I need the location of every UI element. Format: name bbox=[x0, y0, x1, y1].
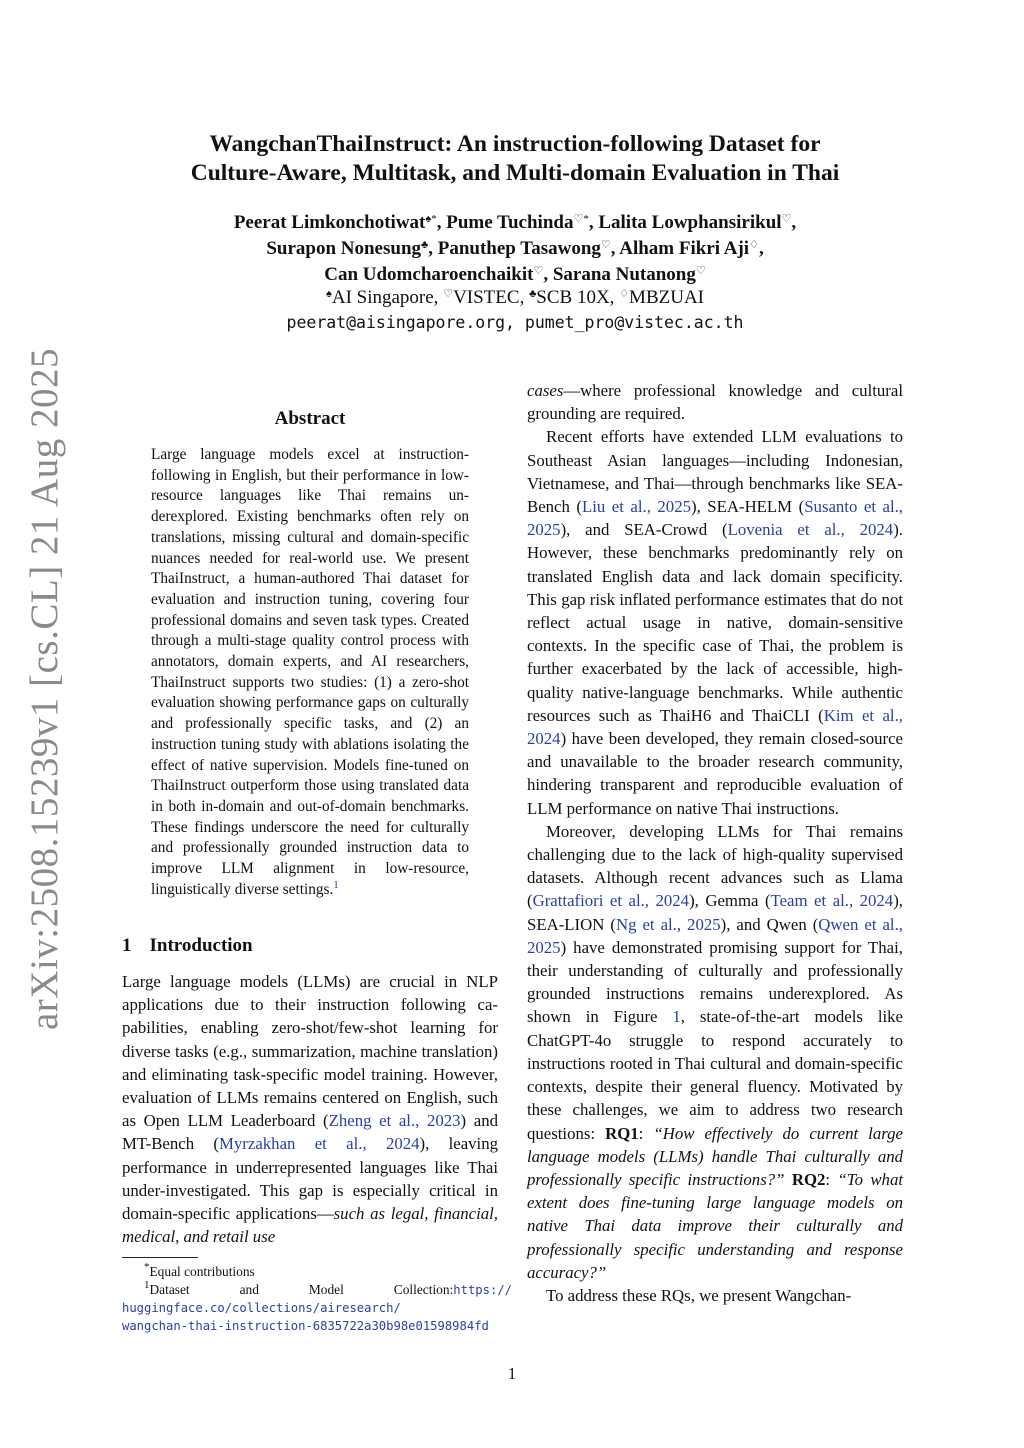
affiliation-mark: ♢ bbox=[619, 288, 630, 300]
paragraph-text: ), Gemma ( bbox=[689, 891, 771, 911]
paragraph-text: —where professional knowledge and cultural grounding are required. bbox=[527, 381, 903, 424]
intro-paragraph-1-continued bbox=[527, 379, 903, 425]
left-column-body bbox=[122, 970, 498, 1248]
abstract-heading: Abstract bbox=[274, 408, 346, 429]
paragraph-text: ) have demonstrated promising support for Thai, their understanding of culturally and professionally grounded instructions remains underexplored. As shown in Figure bbox=[527, 937, 903, 1027]
footnote-equal-contribution bbox=[122, 1263, 512, 1281]
paragraph-text: : bbox=[638, 1123, 654, 1143]
paragraph-text: Recent efforts have extended LLM evaluations to Southeast Asian languages—including Indonesian, Vietnamese, and Thai—through benchmarks like SEA-Bench ( bbox=[527, 427, 903, 517]
citation-link[interactable]: Grattafiori et al., 2024 bbox=[532, 891, 690, 911]
citation-link[interactable]: Qwen et al., 2025 bbox=[527, 914, 903, 957]
paragraph-text: To address these RQs, we present Wangchan- bbox=[546, 1285, 852, 1305]
authors-line-1 bbox=[110, 210, 920, 236]
footnote-url[interactable]: wangchan-thai-instruction-6835722a30b98e01598984fd bbox=[122, 1319, 489, 1333]
affiliation-name: AI Singapore, bbox=[331, 287, 444, 308]
affiliation-mark: ♢ bbox=[749, 239, 759, 251]
paragraph-text: ) have been developed, they remain closed-source and unavailable to the broader research community, hindering transparent and reproducible evaluation of LLM performance on native Thai instructions. bbox=[527, 729, 903, 818]
author-name: Surapon Nonesung bbox=[266, 238, 422, 259]
paragraph-italic-text: cases bbox=[527, 381, 564, 400]
intro-paragraph-2 bbox=[527, 425, 903, 819]
abstract-body bbox=[151, 445, 469, 900]
author-name: Peerat Limkonchotiwat bbox=[233, 212, 426, 233]
paragraph-text: ), leaving performance in underrepresented languages like Thai under-investigated. This gap is especially critical in domain-specific applications— bbox=[122, 1134, 499, 1224]
paragraph-text: ) and MT-Bench ( bbox=[122, 1111, 498, 1154]
footnote-mark: 1 bbox=[144, 1279, 150, 1291]
citation-link[interactable]: Kim et al., 2024 bbox=[527, 705, 903, 749]
author-name: , Lalita Lowphansirikul bbox=[588, 212, 782, 233]
footnote-url[interactable]: huggingface.co/collections/airesearch/ bbox=[122, 1301, 401, 1315]
author-name: , Panuthep Tasawong bbox=[428, 238, 601, 259]
affiliation-mark: ♣ bbox=[529, 288, 537, 300]
paragraph-text: , state-of-the-art models like ChatGPT-4o struggle to respond accurately to instructions rooted in Thai cultural and domain-specific contexts, despite their general fluency. Motivated by these challenges, we aim to address two research questions: bbox=[527, 1007, 903, 1143]
section-heading-introduction bbox=[122, 935, 253, 957]
arxiv-identifier: arXiv:2508.15239v1 [cs.CL] 21 Aug 2025 bbox=[23, 348, 66, 1030]
separator: , bbox=[758, 238, 764, 259]
paragraph-text: Large language models (LLMs) are crucial in NLP applications due to their instruction following capabilities, enabling zero-shot/few-shot learning for diverse tasks (e.g., summarization, machine translation) and eliminating task-specific model training. However, evaluation of LLMs remains centered on English, such as Open LLM Leaderboard ( bbox=[122, 972, 498, 1131]
affiliation-mark: ♠ bbox=[326, 288, 332, 300]
paragraph-text: : bbox=[825, 1169, 838, 1189]
authors-line-2 bbox=[110, 236, 920, 262]
affiliation-mark: ♠* bbox=[425, 213, 437, 225]
paragraph-text: ). However, these benchmarks predominantly rely on translated English data and lack domain specificity. This gap risk inflated performance estimates that do not reflect actual usage in native, domain-sensitive contexts. In the specific case of Thai, the problem is further exacerbated by the lack of accessible, high-quality native-language benchmarks. While authentic resources such as ThaiH6 and ThaiCLI ( bbox=[527, 520, 903, 725]
figure-link[interactable]: 1 bbox=[672, 1007, 681, 1027]
affiliation-name: VISTEC, bbox=[453, 287, 530, 308]
affiliation-name: MBZUAI bbox=[629, 287, 704, 308]
footnote-text: Dataset and Model Collection: bbox=[149, 1282, 454, 1297]
footnote-mark: * bbox=[144, 1261, 150, 1273]
page-number: 1 bbox=[507, 1364, 517, 1383]
citation-link[interactable]: Ng et al., 2025 bbox=[615, 914, 721, 934]
footnote-dataset bbox=[122, 1281, 512, 1299]
footnotes bbox=[122, 1263, 512, 1335]
affiliations bbox=[110, 286, 920, 310]
paragraph-text: ), SEA-HELM ( bbox=[690, 497, 805, 517]
title-line-1: WangchanThaiInstruct: An instruction-following Dataset for bbox=[209, 131, 821, 157]
affiliation-mark: ♡* bbox=[573, 213, 589, 225]
affiliation-mark: ♡ bbox=[600, 239, 611, 251]
paragraph-italic-text: such as legal, financial, medical, and retail use bbox=[122, 1204, 498, 1247]
research-question-text: “To what extent does fine-tuning large language models on native Thai data improve their culturally and professionally specific understanding and response accuracy?” bbox=[527, 1169, 904, 1282]
footnote-text: Equal contributions bbox=[149, 1264, 255, 1279]
affiliation-mark: ♣ bbox=[421, 239, 429, 251]
footnote-url[interactable]: https:// bbox=[453, 1283, 512, 1297]
paragraph-text: ), and SEA-Crowd ( bbox=[560, 520, 728, 540]
citation-link[interactable]: Zheng et al., 2023 bbox=[328, 1111, 461, 1131]
section-title: Introduction bbox=[149, 935, 253, 956]
paper-title bbox=[110, 130, 920, 188]
intro-paragraph-3 bbox=[527, 820, 903, 1284]
title-line-2: Culture-Aware, Multitask, and Multi-domain Evaluation in Thai bbox=[190, 160, 840, 186]
right-column-body bbox=[527, 379, 903, 1307]
footnote-divider bbox=[122, 1257, 198, 1258]
paragraph-text: ), SEA-LION ( bbox=[527, 891, 903, 934]
citation-link[interactable]: Lovenia et al., 2024 bbox=[727, 520, 894, 540]
author-emails: peerat@aisingapore.org, pumet_pro@vistec.ac.th bbox=[286, 313, 744, 332]
citation-link[interactable]: Liu et al., 2025 bbox=[581, 497, 691, 517]
paragraph-text: ), and Qwen ( bbox=[720, 914, 819, 934]
author-name: Can Udomcharoenchaikit bbox=[324, 264, 534, 285]
affiliation-mark: ♡ bbox=[443, 288, 454, 300]
research-question-label: RQ2 bbox=[791, 1169, 826, 1189]
citation-link[interactable]: Myrzakhan et al., 2024 bbox=[219, 1134, 420, 1154]
paragraph-text: Moreover, developing LLMs for Thai remains challenging due to the lack of high-quality supervised datasets. Although recent advances such as Llama ( bbox=[527, 821, 903, 911]
authors-line-3 bbox=[110, 262, 920, 288]
separator: , bbox=[791, 212, 797, 233]
author-name: , Sarana Nutanong bbox=[543, 264, 696, 285]
research-question-text: “How effectively do current large language models (LLMs) handle Thai culturally and professionally specific instructions?” bbox=[527, 1123, 903, 1189]
citation-link[interactable]: Team et al., 2024 bbox=[770, 891, 894, 911]
intro-paragraph-1 bbox=[122, 970, 498, 1248]
affiliation-name: SCB 10X, bbox=[536, 287, 620, 308]
affiliation-mark: ♡ bbox=[533, 265, 544, 277]
section-number: 1 bbox=[122, 935, 132, 956]
author-list bbox=[110, 210, 920, 288]
citation-link[interactable]: Susanto et al., 2025 bbox=[527, 497, 903, 540]
intro-paragraph-4 bbox=[527, 1284, 903, 1307]
author-name: , Alham Fikri Aji bbox=[610, 238, 750, 259]
author-name: , Pume Tuchinda bbox=[436, 212, 574, 233]
research-question-label: RQ1 bbox=[605, 1123, 639, 1143]
footnote-link[interactable]: 1 bbox=[333, 878, 339, 891]
abstract-text: Large language models excel at instruction-following in English, but their performance in low-resource languages like Thai remains underexplored. Existing benchmarks often rely on translations, missing cultural and domain-specific nuances needed for real-world use. We present ThaiInstruct, a human-authored Thai dataset for evaluation and instruction tuning, covering four professional domains and seven task types. Created through a multi-stage quality control process with annotators, domain experts, and AI researchers, ThaiInstruct supports two studies: (1) a zero-shot evaluation showing performance gaps on culturally and professionally specific tasks, and (2) an instruction tuning study with ablations isolating the effect of native supervision. Models fine-tuned on ThaiInstruct outperform those using translated data in both in-domain and out-of-domain benchmarks. These findings underscore the need for culturally and professionally grounded instruction data to improve LLM alignment in low-resource, linguistically diverse settings. bbox=[151, 446, 469, 898]
affiliation-mark: ♡ bbox=[695, 265, 706, 277]
affiliation-mark: ♡ bbox=[781, 213, 792, 225]
